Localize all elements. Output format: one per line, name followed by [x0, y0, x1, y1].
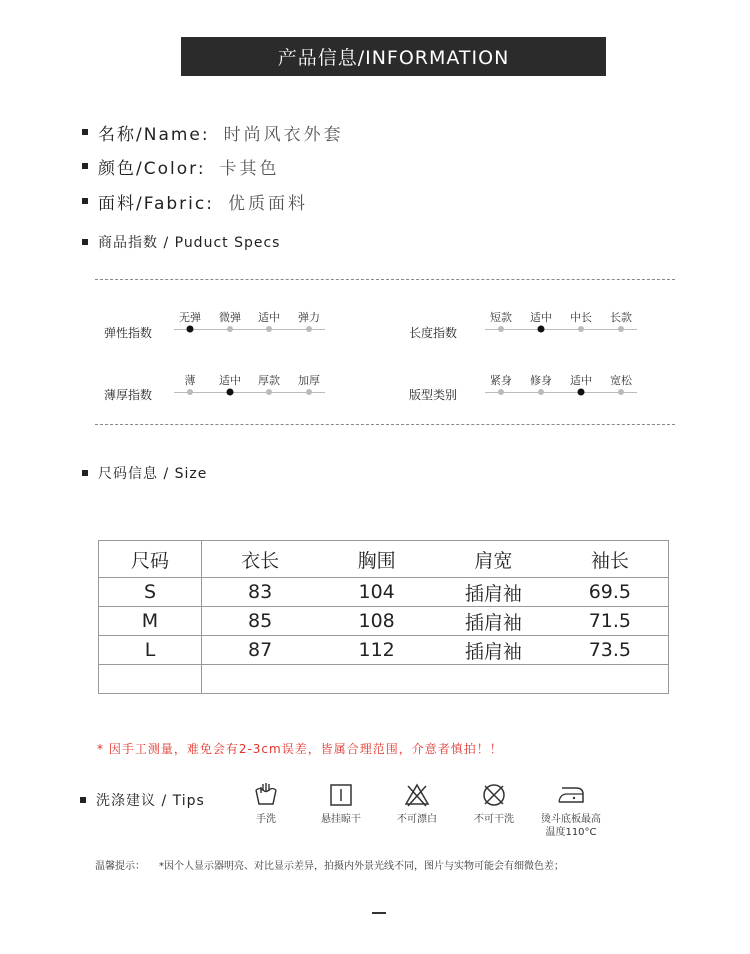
care-hang-dry [301, 782, 381, 826]
bottom-mark [372, 912, 386, 914]
spec-dot-selected [578, 389, 585, 396]
info-name [98, 120, 344, 145]
spec-dot [538, 389, 544, 395]
spec-track [485, 392, 637, 393]
table-cell: 插肩袖 [435, 578, 552, 607]
spec-option: 适中 [219, 374, 241, 387]
no-bleach-icon [403, 782, 431, 808]
info-color-value: 卡其色 [219, 159, 280, 179]
spec-track [485, 329, 637, 330]
table-cell: S [99, 578, 202, 607]
specs-title: 商品指数 / Puduct Specs [98, 235, 281, 251]
care-label: 手洗 [256, 814, 276, 825]
care-label: 不可漂白 [397, 814, 437, 825]
spec-option: 修身 [530, 374, 552, 387]
bullet-icon [82, 163, 88, 169]
care-no-dry-clean [454, 782, 534, 826]
spec-track [174, 329, 325, 330]
table-row [99, 578, 669, 607]
spec-option: 加厚 [298, 374, 320, 387]
spec-dot-selected [538, 326, 545, 333]
bullet-icon [82, 198, 88, 204]
table-row-empty [99, 665, 669, 694]
info-name-label: 名称/Name: [98, 125, 210, 145]
bullet-icon [82, 239, 88, 245]
hang-dry-icon [328, 782, 354, 808]
table-cell: 插肩袖 [435, 636, 552, 665]
info-fabric-label: 面料/Fabric: [98, 194, 214, 214]
spec-dot [578, 326, 584, 332]
table-cell: 69.5 [552, 578, 669, 607]
spec-label: 薄厚指数 [104, 388, 153, 402]
tips-title: 洗涤建议 / Tips [96, 793, 205, 809]
spec-dot [498, 389, 504, 395]
care-label: 烫斗底板最高 温度110°C [541, 814, 601, 838]
spec-dot [187, 389, 193, 395]
table-cell: 71.5 [552, 607, 669, 636]
spec-label: 版型类别 [409, 388, 458, 402]
spec-dot [498, 326, 504, 332]
spec-label: 弹性指数 [104, 326, 153, 340]
table-cell: 83 [202, 578, 319, 607]
care-label: 悬挂晾干 [321, 814, 361, 825]
spec-option: 无弹 [179, 311, 201, 324]
table-cell: 87 [202, 636, 319, 665]
table-cell: 108 [318, 607, 435, 636]
info-fabric-value: 优质面料 [227, 194, 308, 214]
spec-dot [618, 326, 624, 332]
info-banner: 产品信息/INFORMATION [181, 37, 606, 76]
care-hand-wash [226, 782, 306, 826]
divider [95, 279, 675, 280]
table-cell: 112 [318, 636, 435, 665]
bullet-icon [80, 797, 86, 803]
spec-option: 薄 [184, 374, 196, 387]
spec-option: 适中 [258, 311, 280, 324]
info-color [98, 154, 280, 179]
spec-dot [306, 389, 312, 395]
table-row [99, 636, 669, 665]
iron-icon [556, 782, 586, 808]
table-header-cell: 衣长 [202, 541, 319, 578]
table-cell: 85 [202, 607, 319, 636]
spec-dot [618, 389, 624, 395]
bullet-icon [82, 470, 88, 476]
table-header-row [99, 541, 669, 578]
spec-option: 厚款 [258, 374, 280, 387]
table-header-cell: 胸围 [318, 541, 435, 578]
spec-option: 宽松 [610, 374, 632, 387]
info-fabric [98, 189, 308, 214]
spec-dot [306, 326, 312, 332]
table-row [99, 607, 669, 636]
footer-note [95, 857, 564, 872]
no-dry-clean-icon [480, 782, 508, 808]
table-cell: 104 [318, 578, 435, 607]
size-table [98, 540, 669, 694]
size-title: 尺码信息 / Size [98, 466, 208, 482]
table-header-cell: 尺码 [99, 541, 202, 578]
table-header-cell: 肩宽 [435, 541, 552, 578]
spec-dot-selected [227, 389, 234, 396]
spec-dot [266, 389, 272, 395]
footer-text: *因个人显示器明亮、对比显示差异，拍摄内外景光线不同，图片与实物可能会有细微色差； [159, 861, 564, 872]
spec-dot-selected [187, 326, 194, 333]
table-cell: M [99, 607, 202, 636]
care-iron [531, 782, 611, 839]
spec-option: 适中 [530, 311, 552, 324]
spec-option: 中长 [570, 311, 592, 324]
table-cell: 73.5 [552, 636, 669, 665]
spec-option: 短款 [490, 311, 512, 324]
hand-wash-icon [252, 782, 280, 808]
measurement-note: * 因手工测量，难免会有2-3cm误差，皆属合理范围，介意者慎拍！！ [97, 742, 503, 756]
care-label: 不可干洗 [474, 814, 514, 825]
spec-dot [227, 326, 233, 332]
spec-dot [266, 326, 272, 332]
info-color-label: 颜色/Color: [98, 159, 206, 179]
footer-label: 温馨提示： [95, 861, 145, 872]
spec-track [174, 392, 325, 393]
table-header-cell: 袖长 [552, 541, 669, 578]
table-cell [99, 665, 202, 694]
bullet-icon [82, 129, 88, 135]
table-cell: L [99, 636, 202, 665]
spec-option: 紧身 [490, 374, 512, 387]
spec-label: 长度指数 [409, 326, 458, 340]
info-name-value: 时尚风衣外套 [223, 125, 344, 145]
table-cell [202, 665, 669, 694]
spec-option: 长款 [610, 311, 632, 324]
divider [95, 424, 675, 425]
spec-option: 弹力 [298, 311, 320, 324]
care-no-bleach [377, 782, 457, 826]
spec-option: 微弹 [219, 311, 241, 324]
spec-option: 适中 [570, 374, 592, 387]
table-cell: 插肩袖 [435, 607, 552, 636]
